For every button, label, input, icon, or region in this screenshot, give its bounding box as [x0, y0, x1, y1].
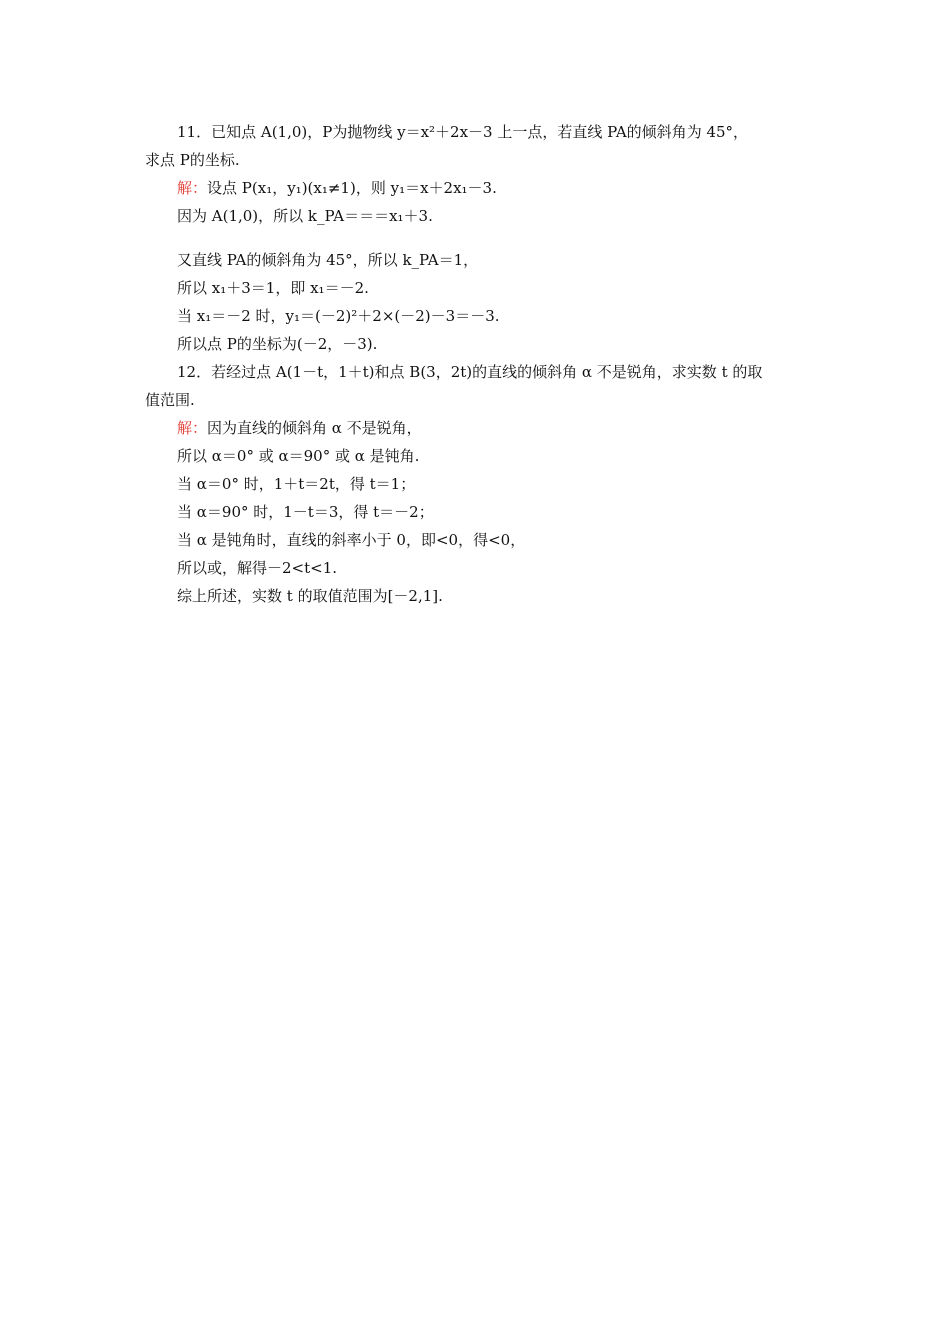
problem-12-line-2: 值范围. — [145, 391, 195, 409]
solution-label: 解： — [177, 419, 208, 437]
solution-11-line-1 — [145, 174, 815, 202]
solution-12-text-1: 因为直线的倾斜角 α 不是锐角， — [207, 419, 422, 437]
solution-11-line-2: 因为 A(1,0)，所以 k_PA＝＝＝x₁＋3. — [177, 207, 433, 225]
solution-12-line-1 — [145, 414, 815, 442]
solution-11-line-6: 所以点 P的坐标为(－2，－3). — [177, 335, 378, 353]
solution-11-line-3: 又直线 PA的倾斜角为 45°，所以 k_PA＝1， — [177, 251, 479, 269]
document-content — [145, 118, 815, 610]
solution-11-line-5: 当 x₁＝－2 时，y₁＝(－2)²＋2×(－2)－3＝－3. — [177, 307, 500, 325]
problem-11-line-1: 11．已知点 A(1,0)，P为抛物线 y＝x²＋2x－3 上一点，若直线 PA的倾斜角为 45°， — [177, 123, 749, 141]
solution-11-text-1: 设点 P(x₁，y₁)(x₁≠1)，则 y₁＝x＋2x₁－3. — [207, 179, 497, 197]
solution-12-line-5: 当 α 是钝角时，直线的斜率小于 0，即<0，得<0， — [177, 531, 526, 549]
solution-12-line-2: 所以 α＝0° 或 α＝90° 或 α 是钝角. — [177, 447, 420, 465]
spacer — [145, 230, 815, 246]
solution-11-line-4: 所以 x₁＋3＝1，即 x₁＝－2. — [177, 279, 369, 297]
solution-12-line-7: 综上所述，实数 t 的取值范围为[－2,1]. — [177, 587, 443, 605]
solution-label: 解： — [177, 179, 208, 197]
solution-12-line-6: 所以或，解得－2<t<1. — [177, 559, 338, 577]
solution-12-line-4: 当 α＝90° 时，1－t＝3，得 t＝－2； — [177, 503, 434, 521]
problem-11-line-2: 求点 P的坐标. — [145, 151, 240, 169]
solution-12-line-3: 当 α＝0° 时，1＋t＝2t，得 t＝1； — [177, 475, 416, 493]
problem-12-line-1: 12．若经过点 A(1－t，1＋t)和点 B(3，2t)的直线的倾斜角 α 不是锐角，求实数 t 的取 — [177, 363, 763, 381]
